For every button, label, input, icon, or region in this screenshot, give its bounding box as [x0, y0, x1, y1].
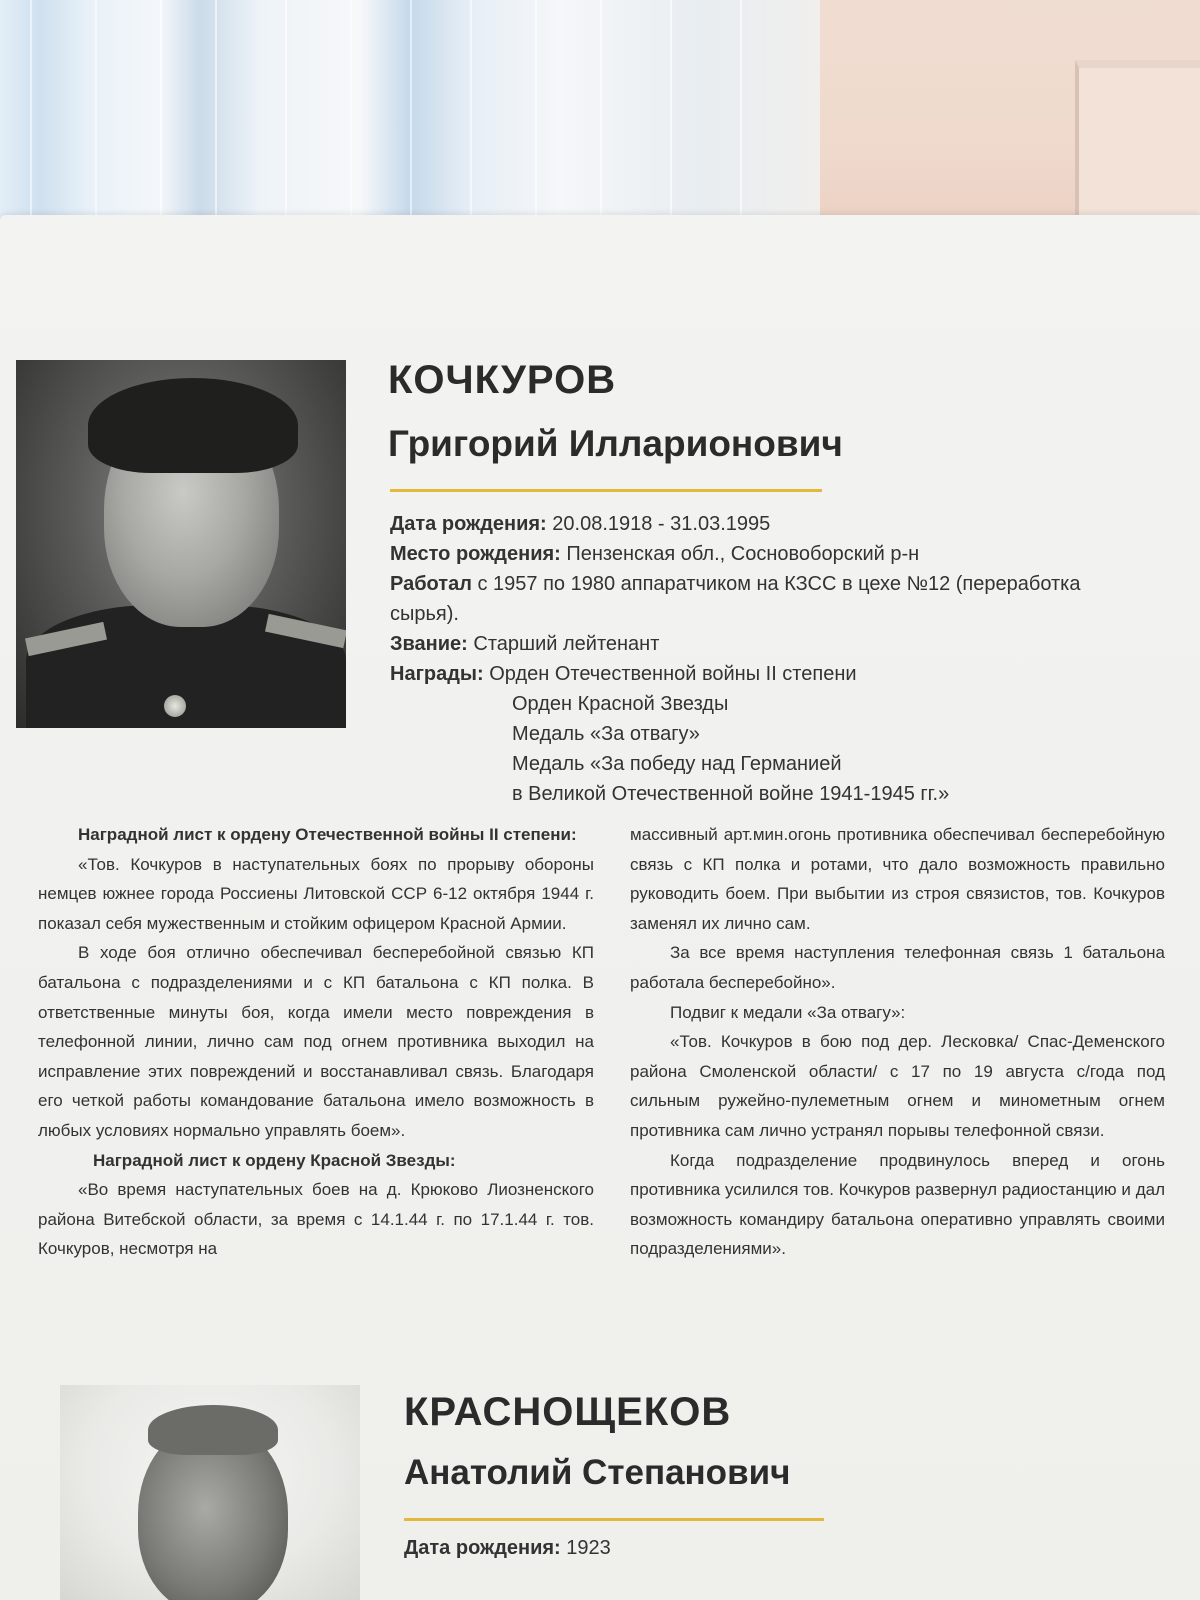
person1-given-name: Григорий Илларионович [388, 423, 843, 464]
paragraph: За все время наступления телефонная связь 1 батальона работала бесперебойно». [630, 943, 1165, 992]
work-value-continued: сырья). [390, 603, 459, 625]
work-value: с 1957 по 1980 аппаратчиком на КЗСС в цехе №12 (переработка [477, 573, 1081, 595]
paragraph: массивный арт.мин.огонь противника обеспечивал бесперебойную связь с КП полка и ротами, что дало возможность правильно руководить боем. При выбытии из строя связистов, тов. Кочкуров заменял их лично сам. [630, 825, 1165, 933]
gold-divider [404, 1518, 824, 1521]
person2-info [404, 1533, 1184, 1563]
award-item: в Великой Отечественной войне 1941-1945 гг.» [512, 783, 950, 805]
paragraph: «Тов. Кочкуров в бою под дер. Лесковка/ Спас-Деменского района Смоленской области/ с 17 по 19 августа с/года под сильным ружейно-пулеметным огнем и минометным огнем противника сам лично устранял порывы телефонной связи. [630, 1032, 1165, 1140]
birth-label: Дата рождения: [404, 1537, 561, 1559]
award-item: Медаль «За победу над Германией [512, 753, 842, 775]
award-item: Орден Красной Звезды [512, 693, 729, 715]
right-text-column [630, 820, 1165, 1264]
paragraph: «Во время наступательных боев на д. Крюково Лиозненского района Витебской области, за время с 14.1.44 г. по 17.1.44 г. тов. Кочкуров, несмотря на [38, 1180, 594, 1259]
work-label: Работал [390, 573, 472, 595]
gold-divider [390, 489, 822, 492]
person2-surname: КРАСНОЩЕКОВ [404, 1390, 732, 1434]
award-item: Орден Отечественной войны II степени [489, 663, 857, 685]
person1-surname: КОЧКУРОВ [388, 358, 617, 402]
awards-list [512, 689, 1190, 809]
award-sheet-heading-1: Наградной лист к ордену Отечественной войны II степени: [78, 825, 577, 844]
paragraph: Когда подразделение продвинулось вперед и огонь противника усилился тов. Кочкуров развернул радиостанцию и дал возможность командиру батальона оперативно управлять своими подразделениями». [630, 1150, 1165, 1259]
portrait-photo-krasnoshchekov [60, 1385, 360, 1600]
person2-given-name: Анатолий Степанович [404, 1453, 791, 1492]
left-text-column [38, 820, 594, 1264]
award-item: Медаль «За отвагу» [512, 723, 700, 745]
background-window-blinds [0, 0, 830, 230]
birth-label: Дата рождения: [390, 513, 547, 535]
paragraph: «Тов. Кочкуров в наступательных боях по прорыву обороны немцев южнее города Россиены Литовской ССР 6-12 октября 1944 г. показал себя мужественным и стойким офицером Красной Армии. [38, 854, 594, 933]
paragraph: В ходе боя отлично обеспечивал бесперебойной связью КП батальона с подразделениями и с КП батальона с КП полка. В ответственные минуты боя, когда имели место повреждения в телефонной линии, лично сам под огнем противника выходил на исправление этих повреждений и восстанавливал связь. Благодаря его четкой работы командование батальона имело возможность в любых условиях нормально управлять боем». [38, 943, 594, 1140]
paragraph: Подвиг к медали «За отвагу»: [670, 1002, 906, 1022]
place-label: Место рождения: [390, 543, 561, 565]
award-sheet-heading-2: Наградной лист к ордену Красной Звезды: [93, 1150, 456, 1170]
awards-label: Награды: [390, 663, 484, 685]
portrait-photo-kochkurov [16, 360, 346, 728]
rank-label: Звание: [390, 633, 468, 655]
birth-value: 20.08.1918 - 31.03.1995 [552, 513, 771, 535]
person1-info [390, 509, 1190, 809]
rank-value: Старший лейтенант [473, 633, 660, 655]
book-page [0, 215, 1200, 1600]
place-value: Пензенская обл., Сосновоборский р-н [566, 543, 920, 565]
birth-value: 1923 [566, 1537, 611, 1559]
